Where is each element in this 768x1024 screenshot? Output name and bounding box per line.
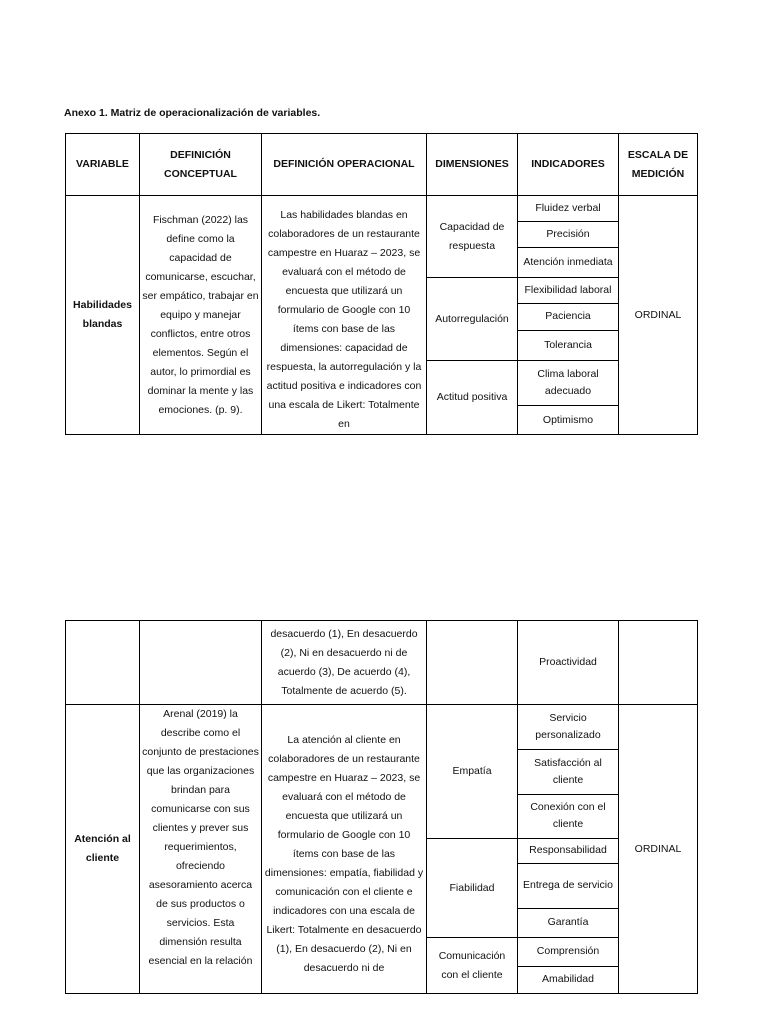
variable-cell: Atención al cliente — [66, 705, 140, 994]
indicador-item: Proactividad — [518, 621, 619, 705]
definicion-conceptual-cell — [140, 705, 262, 994]
page-title: Anexo 1. Matriz de operacionalización de variables. — [64, 107, 321, 119]
indicadores-cell — [518, 360, 619, 434]
indicador-item: Conexión con el cliente — [530, 801, 606, 831]
definicion-operacional-continuation: desacuerdo (1), En desacuerdo (2), Ni en desacuerdo ni de acuerdo (3), De acuerdo (4), Totalmente de acuerdo (5). — [262, 621, 427, 705]
indicador-item: Entrega de servicio — [518, 863, 618, 908]
dimension-cell: Fiabilidad — [427, 839, 518, 938]
header-definicion-operacional: DEFINICIÓN OPERACIONAL — [262, 134, 427, 196]
indicador-item: Flexibilidad laboral — [518, 278, 618, 303]
indicadores-list — [518, 705, 618, 838]
dimension-cell: Actitud positiva — [427, 360, 518, 434]
indicador-item: Fluidez verbal — [518, 196, 618, 221]
table-row — [66, 196, 698, 278]
definicion-operacional-text: La atención al cliente en colaboradores de un restaurante campestre en Huaraz – 2023, se evaluará con el método de encuesta que utilizará un formulario de Google con 10 ítems con base de las dimensiones: empatía, fiabilidad y comunicación con el cliente e indicadores con una escala de Likert: Totalmente en desacuerdo (1), En desacuerdo (2), Ni en desacuerdo ni de — [264, 733, 424, 974]
indicador-item: Optimismo — [542, 413, 594, 426]
operationalization-table-1 — [65, 133, 698, 435]
indicador-item: Garantía — [547, 916, 589, 929]
header-escala: ESCALA DE MEDICIÓN — [619, 134, 698, 196]
header-indicadores: INDICADORES — [518, 134, 619, 196]
indicadores-list — [518, 938, 618, 993]
definicion-operacional-text: Las habilidades blandas en colaboradores de un restaurante campestre en Huaraz – 2023, se evaluará con el método de encuesta que utilizará un formulario de Google con 10 ítems con base de las dimensiones: capacidad de respuesta, la autorregulación y la actitud positiva e indicadores con una escala de Likert: Totalmente en — [266, 209, 422, 430]
indicadores-cell — [518, 705, 619, 839]
dimension-cell: Autorregulación — [427, 278, 518, 360]
indicadores-list — [518, 839, 618, 937]
indicador-item: Atención inmediata — [523, 255, 613, 268]
operationalization-table-2 — [65, 620, 698, 994]
variable-cell: Habilidades blandas — [66, 196, 140, 435]
dimension-cell: Capacidad de respuesta — [427, 196, 518, 278]
continuation-row — [66, 621, 698, 705]
indicadores-list — [518, 278, 618, 359]
definicion-operacional-cell — [262, 196, 427, 435]
escala-cell: ORDINAL — [619, 705, 698, 994]
table-row — [66, 705, 698, 839]
indicador-item: Paciencia — [518, 303, 618, 330]
indicador-item: Responsabilidad — [518, 839, 618, 863]
indicador-item: Precisión — [518, 221, 618, 247]
indicador-item: Clima laboral adecuado — [518, 361, 618, 406]
escala-cell: ORDINAL — [619, 196, 698, 435]
indicador-item: Amabilidad — [542, 973, 594, 986]
indicadores-cell — [518, 196, 619, 278]
indicador-item: Comprensión — [518, 938, 618, 966]
indicadores-cell — [518, 278, 619, 360]
indicador-item: Satisfacción al cliente — [518, 749, 618, 794]
indicadores-list — [518, 196, 618, 277]
definicion-conceptual-text: Fischman (2022) las define como la capacidad de comunicarse, escuchar, ser empático, trabajar en equipo y manejar conflictos, entre otros elementos. Según el autor, lo primordial es dominar la mente y las emociones. (p. 9). — [142, 213, 259, 416]
header-row — [66, 134, 698, 196]
header-variable: VARIABLE — [66, 134, 140, 196]
indicador-item: Tolerancia — [544, 338, 592, 351]
definicion-conceptual-text: Arenal (2019) la describe como el conjunto de prestaciones que las organizaciones brindan para comunicarse con sus clientes y prever sus requerimientos, ofreciendo asesoramiento acerca de sus productos o servicios. Esta dimensión resulta esencial en la relación — [142, 708, 259, 967]
indicadores-list — [518, 361, 618, 434]
header-definicion-conceptual: DEFINICIÓN CONCEPTUAL — [140, 134, 262, 196]
definicion-conceptual-cell — [140, 196, 262, 435]
indicadores-cell — [518, 839, 619, 938]
indicadores-cell — [518, 938, 619, 994]
header-dimensiones: DIMENSIONES — [427, 134, 518, 196]
dimension-cell: Comunicación con el cliente — [427, 938, 518, 994]
dimension-cell: Empatía — [427, 705, 518, 839]
indicador-item: Servicio personalizado — [518, 705, 618, 749]
definicion-operacional-cell — [262, 705, 427, 994]
